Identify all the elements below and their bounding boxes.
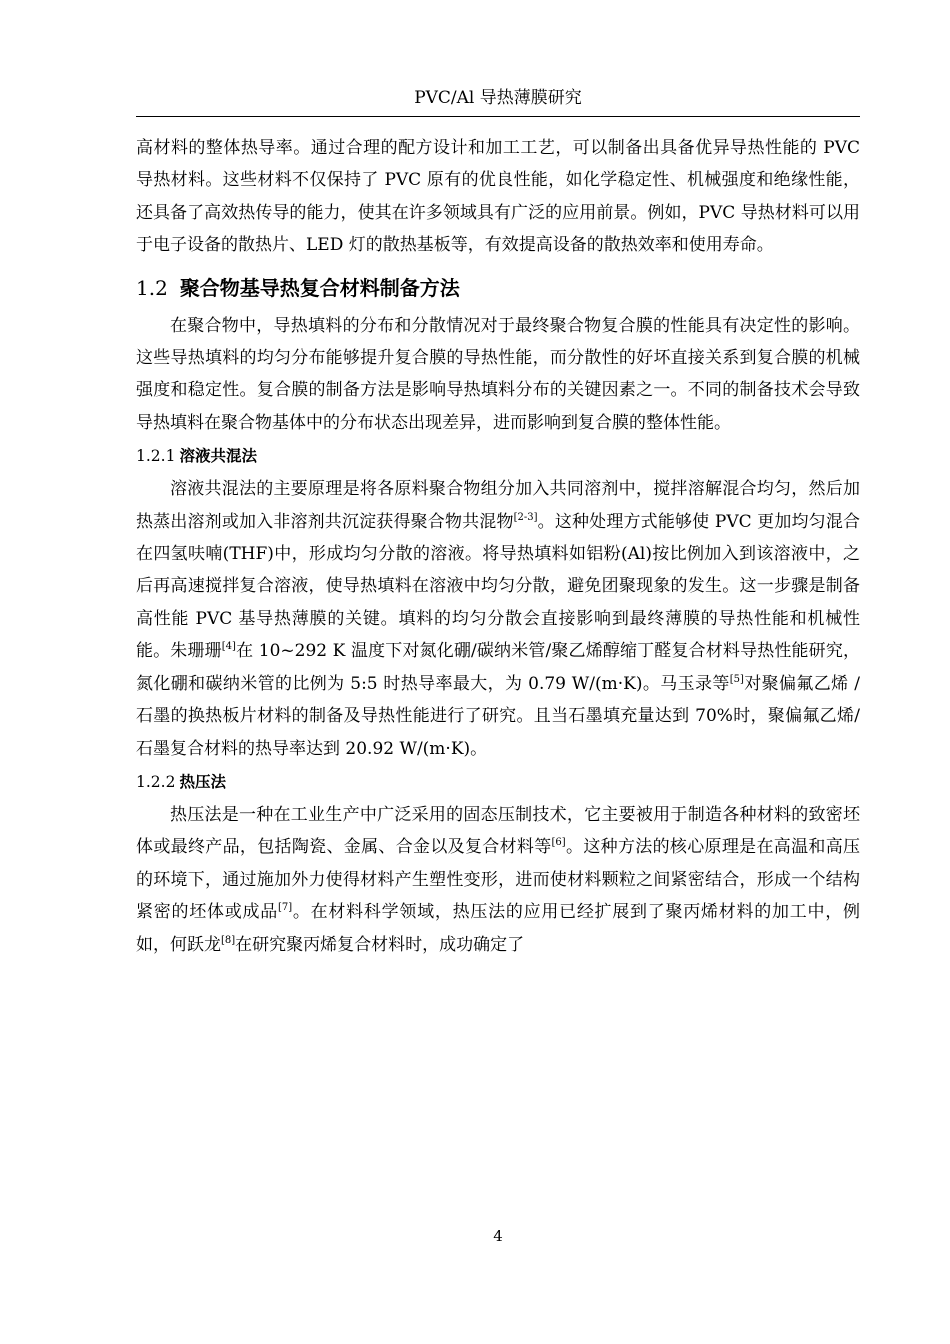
text-run: 溶液共混法的主要原理是将各原料聚合物组分加入共同溶剂中，搅拌溶解混合均匀，然后加热蒸出溶剂或加入非溶剂共沉淀获得聚合物共混物 bbox=[136, 479, 860, 532]
text-run: 。这种处理方式能够使 PVC 更加均匀混合在四氢呋喃(THF)中，形成均匀分散的溶液。将导热填料如铝粉(Al)按比例加入到该溶液中，之后再高速搅拌复合溶液，使导热填料在溶液中均匀分散，避免团聚现象的发生。这一步骤是制备高性能 PVC 基导热薄膜的关键。填料的均匀分散会直接影响到最终薄膜的导热性能和机械性能。朱珊珊 bbox=[136, 511, 860, 662]
text-run: 。在材料科学领域，热压法的应用已经扩展到了聚丙烯材料的加工中，例如，何跃龙 bbox=[136, 902, 861, 955]
subsection-heading-2 bbox=[136, 767, 860, 797]
citation-ref: [6] bbox=[551, 837, 566, 849]
subsection-number-1: 1.2.1 bbox=[136, 447, 176, 466]
text-run: 在 10~292 K 温度下对氮化硼/碳纳米管/聚乙烯醇缩丁醛复合材料导热性能研究，氮化硼和碳纳米管的比例为 5:5 时热导率最大，为 0.79 W/(m·K)。马玉录等 bbox=[136, 641, 860, 694]
subsection-2-paragraph bbox=[136, 799, 860, 961]
running-header: PVC/Al 导热薄膜研究 bbox=[414, 88, 582, 108]
text-run: 在研究聚丙烯复合材料时，成功确定了 bbox=[235, 934, 525, 955]
header-rule bbox=[136, 116, 860, 117]
citation-ref: [5] bbox=[729, 673, 744, 685]
citation-ref: [8] bbox=[221, 934, 236, 946]
text-run: 。这种方法的核心原理是在高温和高压的环境下，通过施加外力使得材料产生塑性变形，进而使材料颗粒之间紧密结合，形成一个结构紧密的坯体或成品 bbox=[136, 837, 861, 923]
subsection-1-paragraph bbox=[136, 473, 860, 765]
section-title: 聚合物基导热复合材料制备方法 bbox=[179, 275, 460, 300]
subsection-title-2: 热压法 bbox=[179, 771, 226, 791]
text-run: 对聚偏氟乙烯 / 石墨的换热板片材料的制备及导热性能进行了研究。且当石墨填充量达到 70%时，聚偏氟乙烯/石墨复合材料的热导率达到 20.92 W/(m·K)。 bbox=[136, 673, 860, 759]
page-body bbox=[136, 132, 860, 961]
text-run: 热压法是一种在工业生产中广泛采用的固态压制技术，它主要被用于制造各种材料的致密坯体或最终产品，包括陶瓷、金属、合金以及复合材料等 bbox=[136, 804, 860, 858]
subsection-title-1: 溶液共混法 bbox=[179, 446, 257, 466]
subsection-number-2: 1.2.2 bbox=[136, 772, 176, 791]
citation-ref: [7] bbox=[277, 902, 293, 914]
section-heading bbox=[136, 270, 860, 306]
subsection-heading-1 bbox=[136, 441, 860, 471]
section-paragraph: 在聚合物中，导热填料的分布和分散情况对于最终聚合物复合膜的性能具有决定性的影响。这些导热填料的均匀分布能够提升复合膜的导热性能，而分散性的好坏直接关系到复合膜的机械强度和稳定性。复合膜的制备方法是影响导热填料分布的关键因素之一。不同的制备技术会导致导热填料在聚合物基体中的分布状态出现差异，进而影响到复合膜的整体性能。 bbox=[136, 315, 860, 433]
intro-paragraph: 高材料的整体热导率。通过合理的配方设计和加工工艺，可以制备出具备优异导热性能的 PVC 导热材料。这些材料不仅保持了 PVC 原有的优良性能，如化学稳定性、机械强度和绝缘性能，还具备了高效热传导的能力，使其在许多领域具有广泛的应用前景。例如，PVC 导热材料可以用于电子设备的散热片、LED 灯的散热基板等，有效提高设备的散热效率和使用寿命。 bbox=[136, 138, 860, 256]
citation-ref: [2-3] bbox=[513, 511, 538, 523]
page-number: 4 bbox=[493, 1227, 503, 1245]
citation-ref: [4] bbox=[221, 641, 236, 653]
section-number: 1.2 bbox=[136, 275, 168, 300]
